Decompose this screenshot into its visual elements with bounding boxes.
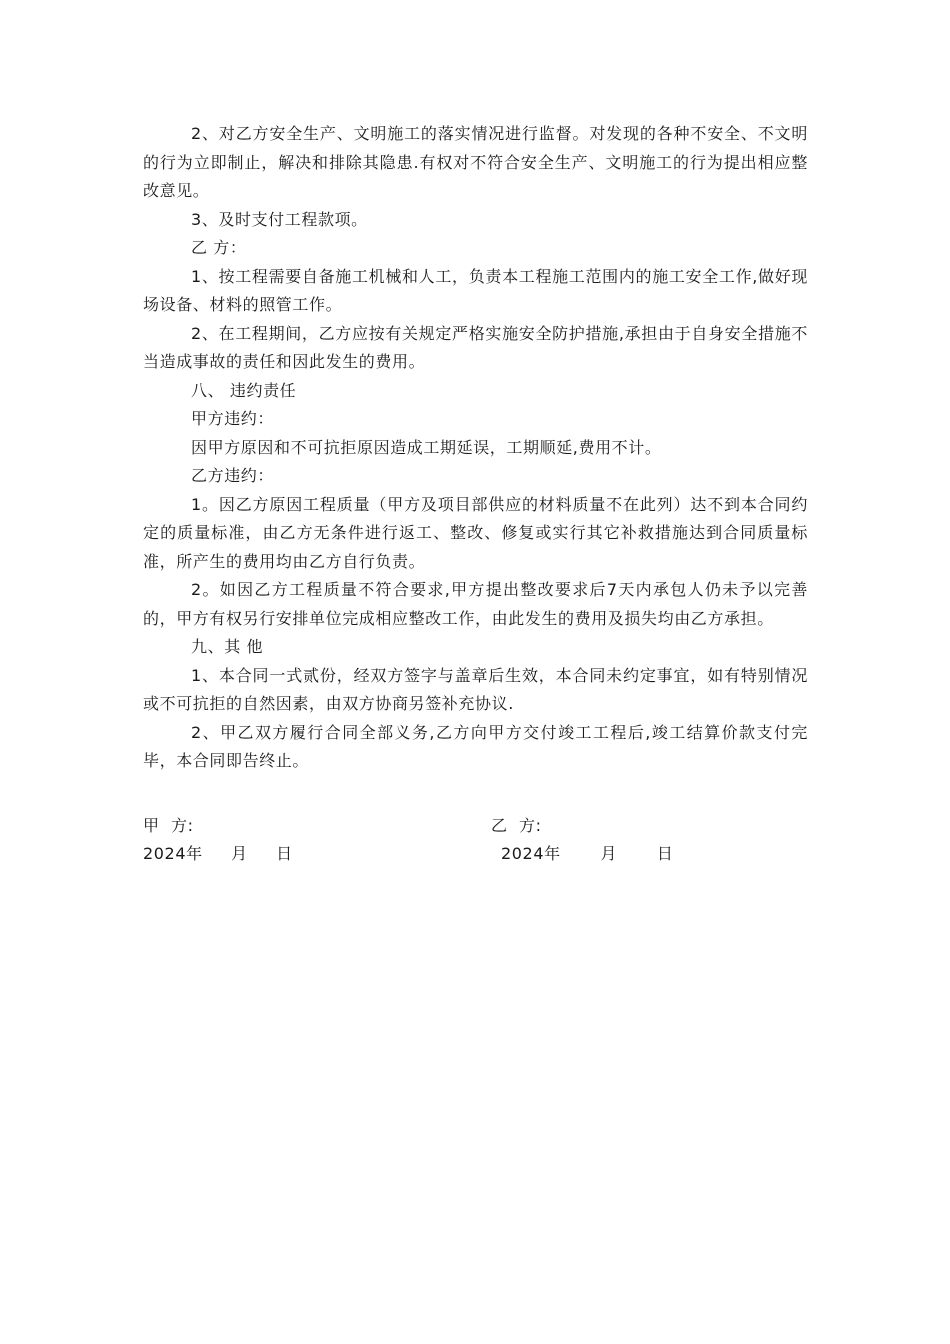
heading-party-b-breach: 乙方违约： — [191, 466, 275, 485]
party-b-date: 2024年 月 日 — [501, 844, 674, 863]
date-row — [143, 840, 843, 868]
clause-equipment: 1、按工程需要自备施工机械和人工，负责本工程施工范围内的施工安全工作,做好现场设备、材料的照管工作。 — [143, 266, 808, 314]
clause-safety-measures: 2、在工程期间，乙方应按有关规定严格实施安全防护措施,承担由于自身安全措施不当造成事故的责任和因此发生的费用。 — [143, 323, 808, 371]
party-a-date: 2024年 月 日 — [143, 844, 293, 863]
clause-copies-effect: 1、本合同一式贰份，经双方签字与盖章后生效，本合同未约定事宜，如有特别情况或不可抗拒的自然因素，由双方协商另签补充协议. — [143, 665, 808, 713]
clause-termination: 2、甲乙双方履行合同全部义务,乙方向甲方交付竣工工程后,竣工结算价款支付完毕，本合同即告终止。 — [143, 722, 808, 770]
clause-pay-project: 3、及时支付工程款项。 — [191, 209, 368, 229]
heading-party-a-breach: 甲方违约： — [191, 409, 275, 428]
clause-quality-remedy: 2。如因乙方工程质量不符合要求,甲方提出整改要求后7天内承包人仍未予以完善的，甲方有权另行安排单位完成相应整改工作，由此发生的费用及损失均由乙方承担。 — [143, 580, 808, 628]
clause-supervise-safety: 2、对乙方安全生产、文明施工的落实情况进行监督。对发现的各种不安全、不文明的行为立即制止，解决和排除其隐患.有权对不符合安全生产、文明施工的行为提出相应整改意见。 — [143, 124, 808, 200]
party-a-signature-label: 甲 方: — [143, 816, 194, 835]
heading-party-b: 乙 方： — [191, 238, 247, 257]
section-heading-breach: 八、 违约责任 — [191, 380, 297, 400]
party-b-signature-label: 乙 方: — [491, 816, 542, 835]
clause-quality-rework: 1。因乙方原因工程质量（甲方及项目部供应的材料质量不在此列）达不到本合同约定的质量标准，由乙方无条件进行返工、整改、修复或实行其它补救措施达到合同质量标准，所产生的费用均由乙方自行负责。 — [143, 494, 808, 571]
contract-body — [143, 120, 808, 776]
section-heading-other: 九、其 他 — [191, 637, 264, 656]
clause-party-a-breach: 因甲方原因和不可抗拒原因造成工期延误，工期顺延,费用不计。 — [191, 437, 662, 457]
signature-row — [143, 812, 843, 840]
